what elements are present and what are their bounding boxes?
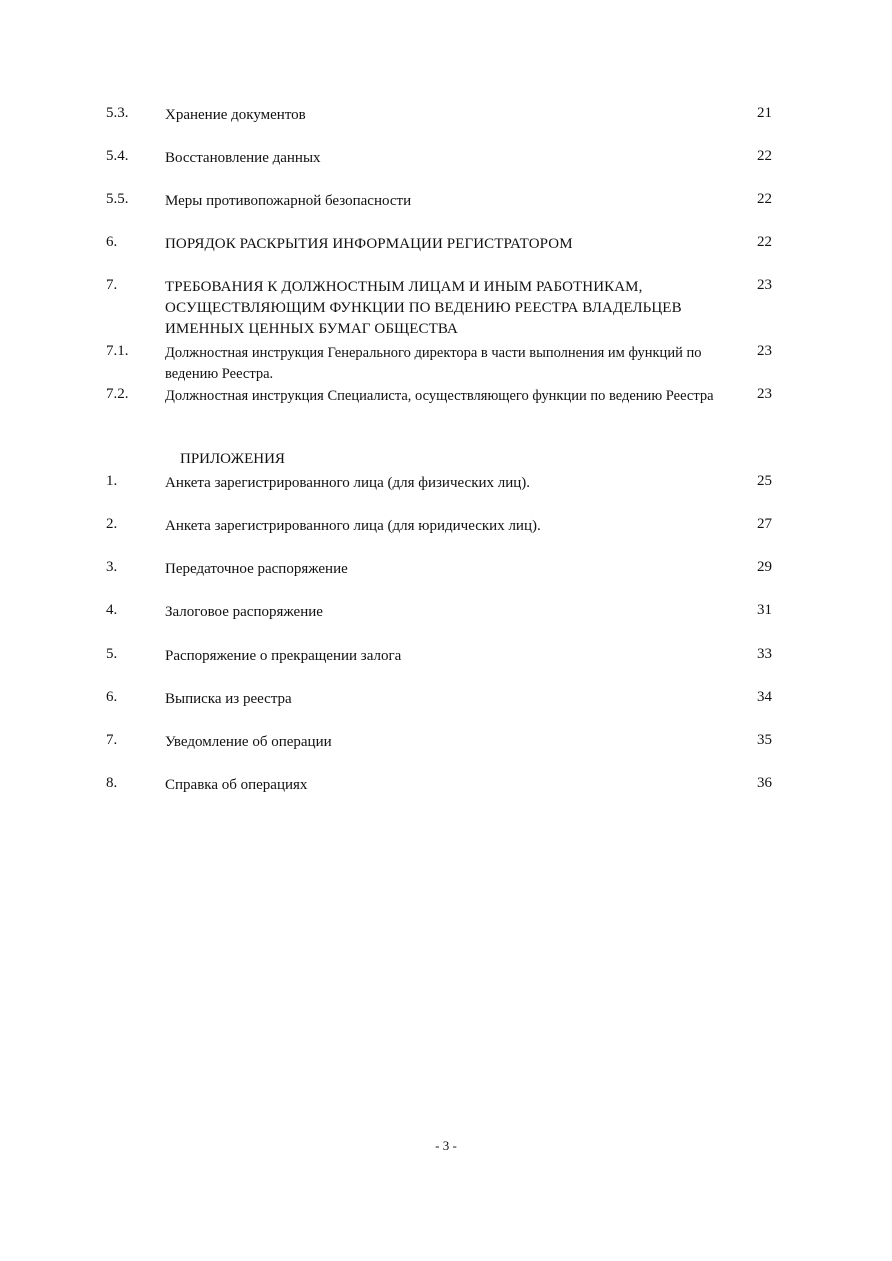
appendix-entry-page: 33 bbox=[757, 646, 772, 662]
appendix-entry-title: Справка об операциях bbox=[165, 777, 308, 793]
appendix-entry-page: 36 bbox=[757, 775, 772, 791]
toc-entry-title: ПОРЯДОК РАСКРЫТИЯ ИНФОРМАЦИИ РЕГИСТРАТОРОМ bbox=[165, 236, 573, 252]
appendix-entry-number: 4. bbox=[106, 602, 118, 618]
toc-entry-number: 7.2. bbox=[106, 386, 129, 402]
appendix-entry-title: Выписка из реестра bbox=[165, 691, 292, 707]
toc-entry-title: Хранение документов bbox=[165, 107, 306, 123]
appendix-entry-number: 1. bbox=[106, 473, 118, 489]
toc-entry-page: 22 bbox=[757, 191, 772, 207]
toc-entry-number: 5.4. bbox=[106, 148, 129, 164]
appendix-entry-number: 8. bbox=[106, 775, 118, 791]
toc-entry-number: 5.5. bbox=[106, 191, 129, 207]
toc-entry-page: 21 bbox=[757, 105, 772, 121]
appendix-entry-number: 6. bbox=[106, 689, 118, 705]
appendix-entry-number: 3. bbox=[106, 559, 118, 575]
toc-entry-title: Должностная инструкция Генерального директора в части выполнения им функций по ведению Реестра. bbox=[165, 345, 702, 382]
toc-entry-title: ТРЕБОВАНИЯ К ДОЛЖНОСТНЫМ ЛИЦАМ И ИНЫМ РАБОТНИКАМ, ОСУЩЕСТВЛЯЮЩИМ ФУНКЦИИ ПО ВЕДЕНИЮ РЕЕСТРА ВЛАДЕЛЬЦЕВ ИМЕННЫХ ЦЕННЫХ БУМАГ ОБЩЕСТВА bbox=[165, 279, 682, 337]
page-number: - 3 - bbox=[435, 1138, 457, 1153]
appendix-entry-number: 5. bbox=[106, 646, 118, 662]
toc-entry-page: 23 bbox=[757, 386, 772, 402]
toc-entry-title: Должностная инструкция Специалиста, осуществляющего функции по ведению Реестра bbox=[165, 388, 714, 404]
appendix-entry-page: 29 bbox=[757, 559, 772, 575]
toc-entry-number: 5.3. bbox=[106, 105, 129, 121]
toc-entry-page: 22 bbox=[757, 234, 772, 250]
appendix-entry-page: 34 bbox=[757, 689, 772, 705]
toc-entry-page: 23 bbox=[757, 343, 772, 359]
appendix-entry-page: 35 bbox=[757, 732, 772, 748]
appendix-heading: ПРИЛОЖЕНИЯ bbox=[180, 451, 285, 467]
toc-entry-page: 23 bbox=[757, 277, 772, 293]
toc-entry-number: 7.1. bbox=[106, 343, 129, 359]
appendix-entry-number: 7. bbox=[106, 732, 118, 748]
appendix-entry-page: 31 bbox=[757, 602, 772, 618]
toc-entry-number: 7. bbox=[106, 277, 118, 293]
appendix-entry-number: 2. bbox=[106, 516, 118, 532]
appendix-entry-page: 27 bbox=[757, 516, 772, 532]
toc-entry-title: Меры противопожарной безопасности bbox=[165, 193, 412, 209]
appendix-entry-title: Уведомление об операции bbox=[165, 734, 332, 750]
appendix-entry-title: Анкета зарегистрированного лица (для физических лиц). bbox=[165, 475, 531, 491]
appendix-entry-title: Передаточное распоряжение bbox=[165, 561, 348, 577]
toc-entry-page: 22 bbox=[757, 148, 772, 164]
appendix-entry-title: Распоряжение о прекращении залога bbox=[165, 648, 402, 664]
toc-entry-number: 6. bbox=[106, 234, 118, 250]
appendix-entry-title: Залоговое распоряжение bbox=[165, 604, 323, 620]
appendix-entry-title: Анкета зарегистрированного лица (для юридических лиц). bbox=[165, 518, 541, 534]
toc-entry-title: Восстановление данных bbox=[165, 150, 321, 166]
appendix-entry-page: 25 bbox=[757, 473, 772, 489]
